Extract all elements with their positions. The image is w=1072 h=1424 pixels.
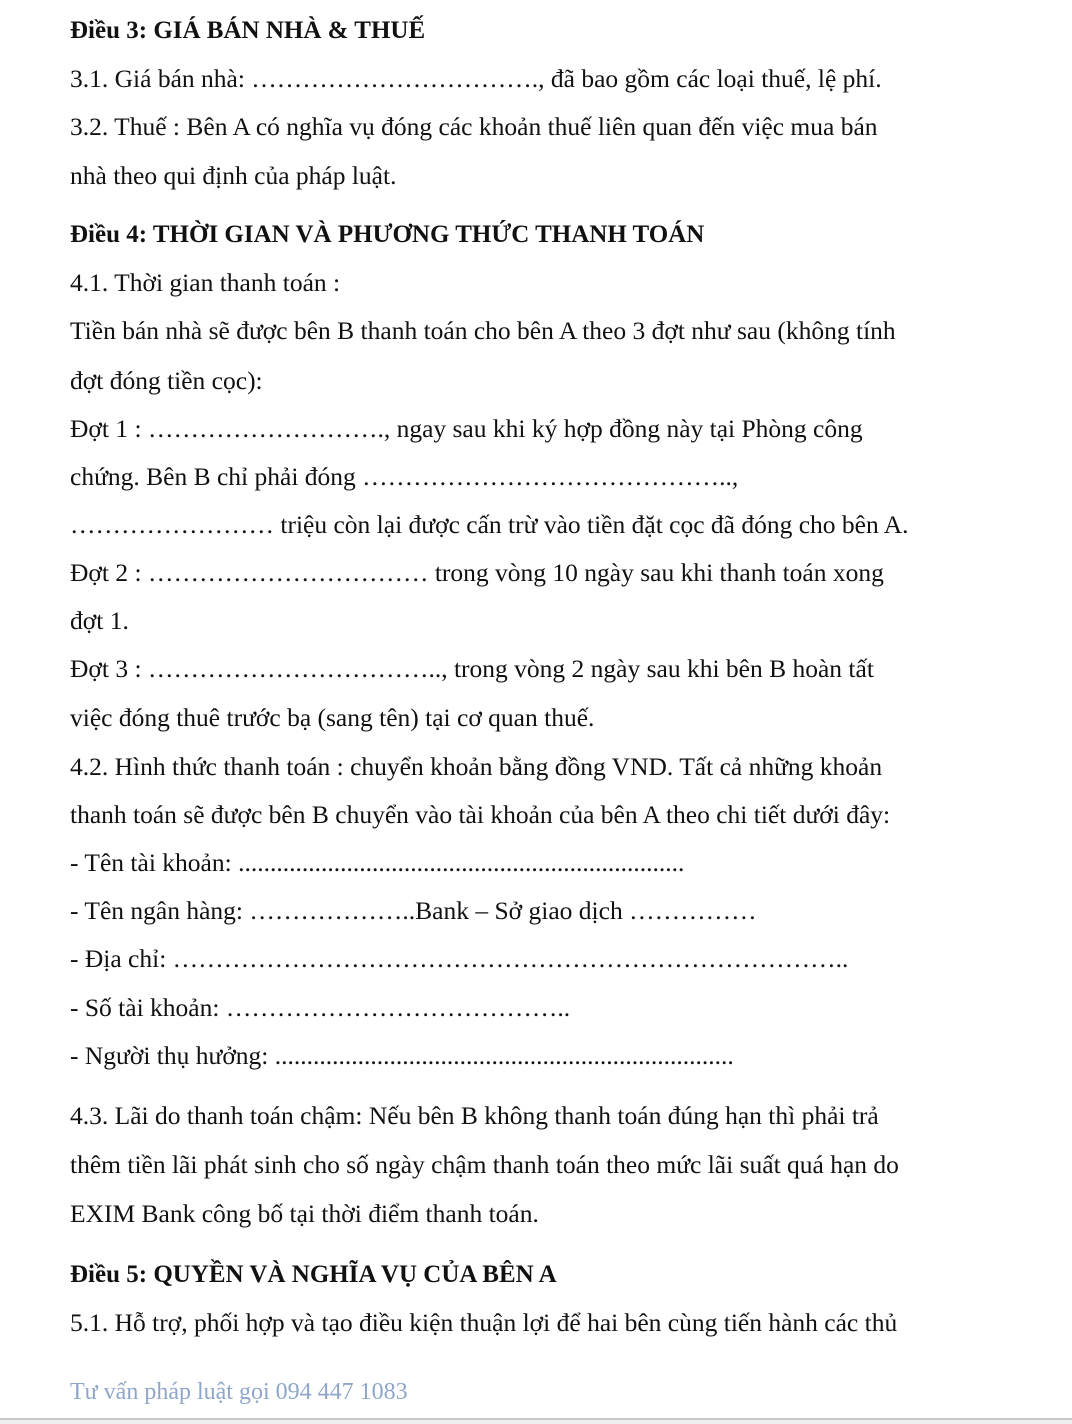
installment-2-line-2: đợt 1. [70, 606, 129, 635]
clause-4-1-intro-line-2: đợt đóng tiền cọc): [70, 366, 263, 395]
clause-4-1-title: 4.1. Thời gian thanh toán : [70, 268, 341, 297]
installment-2-line-1: Đợt 2 : …………………………… trong vòng 10 ngày sau khi thanh toán xong [70, 558, 884, 587]
account-number-field: - Số tài khoản: ………………………………….. [70, 993, 571, 1022]
page-bottom-shade [0, 1420, 1072, 1424]
clause-4-3-line-3: EXIM Bank công bố tại thời điểm thanh toán. [70, 1199, 539, 1228]
clause-4-3-line-1: 4.3. Lãi do thanh toán chậm: Nếu bên B không thanh toán đúng hạn thì phải trả [70, 1101, 879, 1130]
clause-4-2-line-1: 4.2. Hình thức thanh toán : chuyển khoản bằng đồng VND. Tất cả những khoản [70, 752, 883, 781]
clause-3-1: 3.1. Giá bán nhà: ……………………………., đã bao gồm các loại thuế, lệ phí. [70, 64, 882, 93]
installment-1-line-2: chứng. Bên B chỉ phải đóng …………………………………….., [70, 462, 739, 491]
section-5-heading: Điều 5: QUYỀN VÀ NGHĨA VỤ CỦA BÊN A [70, 1261, 557, 1288]
clause-3-2-line-2: nhà theo qui định của pháp luật. [70, 161, 397, 190]
footer-hotline: Tư vấn pháp luật gọi 094 447 1083 [70, 1379, 408, 1405]
account-name-field: - Tên tài khoản: ...................................................................... [70, 848, 685, 877]
clause-3-2-line-1: 3.2. Thuế : Bên A có nghĩa vụ đóng các khoản thuế liên quan đến việc mua bán [70, 112, 878, 141]
installment-1-line-1: Đợt 1 : ………………………., ngay sau khi ký hợp đồng này tại Phòng công [70, 414, 863, 443]
address-field: - Địa chỉ: …………………………………………………………………….. [70, 944, 849, 973]
clause-4-2-line-2: thanh toán sẽ được bên B chuyển vào tài khoản của bên A theo chi tiết dưới đây: [70, 800, 891, 829]
bank-name-field: - Tên ngân hàng: ………………..Bank – Sở giao dịch …………… [70, 896, 757, 925]
installment-3-line-2: việc đóng thuê trước bạ (sang tên) tại cơ quan thuế. [70, 703, 595, 732]
clause-4-1-intro-line-1: Tiền bán nhà sẽ được bên B thanh toán cho bên A theo 3 đợt như sau (không tính [70, 316, 896, 345]
installment-1-line-3: …………………… triệu còn lại được cấn trừ vào tiền đặt cọc đã đóng cho bên A. [70, 510, 909, 539]
section-4-heading: Điều 4: THỜI GIAN VÀ PHƯƠNG THỨC THANH TOÁN [70, 221, 705, 248]
installment-3-line-1: Đợt 3 : …………………………….., trong vòng 2 ngày sau khi bên B hoàn tất [70, 654, 874, 683]
section-3-heading: Điều 3: GIÁ BÁN NHÀ & THUẾ [70, 17, 426, 44]
clause-5-1-line-1: 5.1. Hỗ trợ, phối hợp và tạo điều kiện thuận lợi để hai bên cùng tiến hành các thủ [70, 1308, 898, 1337]
clause-4-3-line-2: thêm tiền lãi phát sinh cho số ngày chậm thanh toán theo mức lãi suất quá hạn do [70, 1150, 899, 1179]
beneficiary-field: - Người thụ hưởng: ........................................................................ [70, 1041, 734, 1070]
